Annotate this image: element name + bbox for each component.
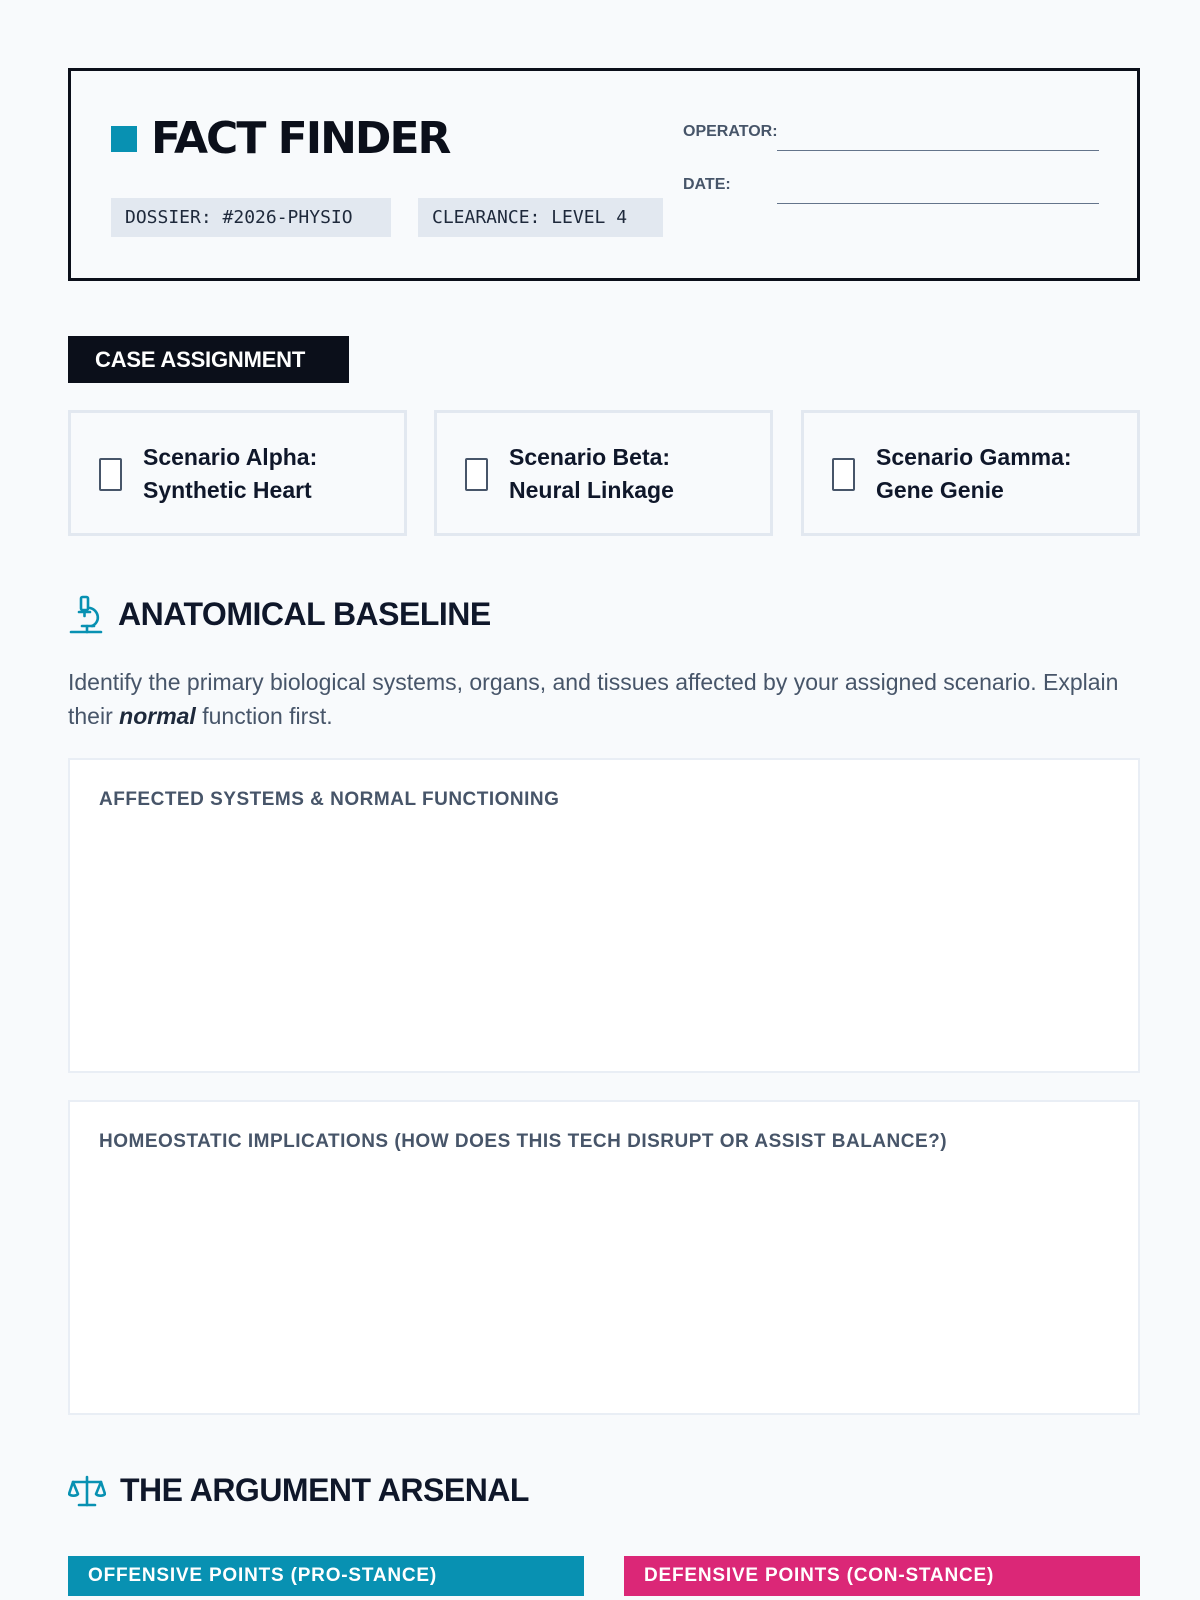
scenario-alpha-option[interactable] — [68, 410, 407, 536]
title-row — [111, 113, 450, 164]
affected-systems-label: AFFECTED SYSTEMS & NORMAL FUNCTIONING — [99, 789, 560, 810]
scenario-beta-line2: Neural Linkage — [509, 477, 674, 503]
scenario-gamma-line1: Scenario Gamma: — [876, 444, 1072, 470]
scenario-gamma-line2: Gene Genie — [876, 477, 1004, 503]
anatomical-baseline-title: ANATOMICAL BASELINE — [118, 595, 491, 632]
title-square-icon — [111, 126, 137, 152]
scenario-gamma-option[interactable] — [801, 410, 1140, 536]
dossier-tag: DOSSIER: #2026-PHYSIO — [111, 198, 391, 237]
case-assignment-banner: CASE ASSIGNMENT — [68, 336, 349, 383]
scenario-alpha-line2: Synthetic Heart — [143, 477, 312, 503]
con-stance-header: DEFENSIVE POINTS (CON-STANCE) — [624, 1556, 1140, 1596]
scenario-beta-option[interactable] — [434, 410, 773, 536]
homeostatic-implications-answer-box[interactable] — [68, 1100, 1140, 1415]
page-title: FACT FINDER — [151, 113, 450, 164]
anatomical-baseline-heading — [68, 594, 491, 634]
affected-systems-answer-box[interactable] — [68, 758, 1140, 1073]
pro-stance-header: OFFENSIVE POINTS (PRO-STANCE) — [68, 1556, 584, 1596]
intro-emphasis: normal — [119, 703, 196, 729]
operator-label: OPERATOR: — [683, 123, 778, 140]
scenario-alpha-checkbox[interactable] — [99, 458, 122, 491]
scenario-beta-label — [509, 441, 674, 507]
scenario-beta-checkbox[interactable] — [465, 458, 488, 491]
microscope-icon — [68, 594, 104, 634]
clearance-tag: CLEARANCE: LEVEL 4 — [418, 198, 663, 237]
scenario-alpha-line1: Scenario Alpha: — [143, 444, 318, 470]
argument-arsenal-title: THE ARGUMENT ARSENAL — [120, 1472, 529, 1508]
date-field[interactable] — [777, 184, 1099, 204]
scenario-gamma-checkbox[interactable] — [832, 458, 855, 491]
intro-part2: function first. — [195, 703, 333, 729]
homeostatic-implications-label: HOMEOSTATIC IMPLICATIONS (HOW DOES THIS TECH DISRUPT OR ASSIST BALANCE?) — [99, 1131, 948, 1152]
argument-arsenal-heading — [68, 1472, 529, 1509]
operator-field[interactable] — [777, 131, 1099, 151]
scale-icon — [68, 1474, 106, 1508]
header-box — [68, 68, 1140, 281]
intro-part1: Identify the primary biological systems, organs, and tissues affected by your assigned scenario. Explain their — [68, 669, 1119, 729]
scenario-beta-line1: Scenario Beta: — [509, 444, 671, 470]
date-label: DATE: — [683, 176, 731, 193]
scenario-alpha-label — [143, 441, 317, 507]
anatomical-intro-text — [68, 665, 1148, 733]
scenario-gamma-label — [876, 441, 1072, 507]
